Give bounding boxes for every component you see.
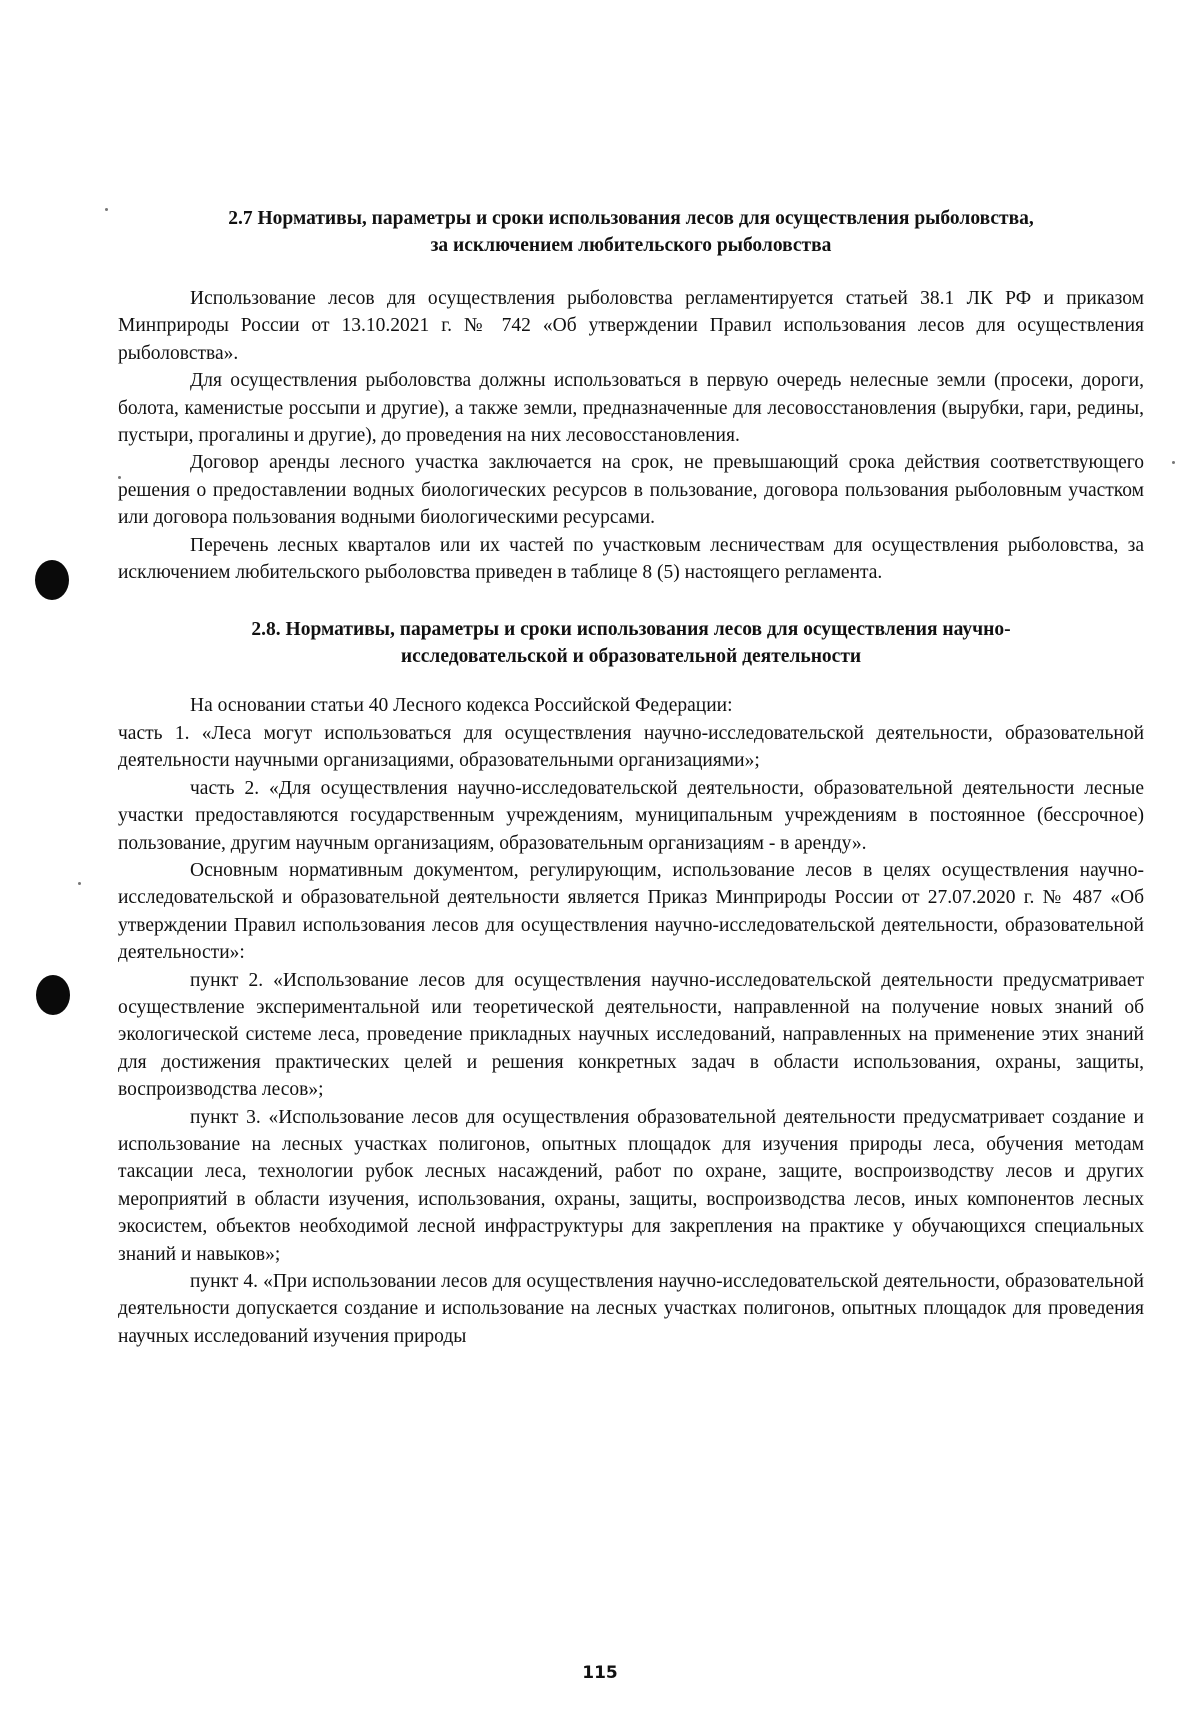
document-body [118, 205, 1144, 1350]
punch-hole-top [35, 560, 69, 600]
section-2-8-item-2: пункт 2. «Использование лесов для осуществления научно-исследовательской деятельности предусматривает осуществление экспериментальной или теоретической деятельности, направленной на получение новых знаний об экологической системе леса, проведение прикладных научных исследований, направленных на применение этих знаний для достижения практических целей и решения конкретных задач в области использования, охраны, защиты, воспроизводства лесов»; [118, 969, 1144, 1101]
section-2-7-paragraph-1: Использование лесов для осуществления рыболовства регламентируется статьей 38.1 ЛК РФ и приказом Минприроды России от 13.10.2021 г. № 742 «Об утверждении Правил использования лесов для осуществления рыболовства». [118, 288, 1144, 364]
section-2-8-title-line-1: 2.8. Нормативы, параметры и сроки использования лесов для осуществления научно- [251, 619, 1011, 641]
section-2-8-title [118, 616, 1144, 670]
section-2-7-title [118, 205, 1144, 259]
section-2-8-title-line-2: исследовательской и образовательной деятельности [400, 646, 862, 668]
punch-hole-bottom [36, 975, 70, 1015]
section-2-7-title-line-2: за исключением любительского рыболовства [430, 235, 832, 256]
section-2-8-part-2: часть 2. «Для осуществления научно-исследовательской деятельности, образовательной деятельности лесные участки предоставляются государственным учреждениям, муниципальным учреждениям в постоянное (бессрочное) пользование, другим научным организациям, образовательным организациям - в аренду». [118, 777, 1144, 854]
scan-speck [1172, 461, 1175, 464]
section-2-8-item-4: пункт 4. «При использовании лесов для осуществления научно-исследовательской деятельности, образовательной деятельности допускается создание и использование на лесных участках полигонов, опытных площадок для проведения научных исследований изучения природы [118, 1271, 1144, 1347]
scan-speck [105, 208, 108, 211]
section-2-8-intro: На основании статьи 40 Лесного кодекса Российской Федерации: [190, 695, 733, 717]
section-2-7-paragraph-3: Договор аренды лесного участка заключается на срок, не превышающий срока действия соответствующего решения о предоставлении водных биологических ресурсов в пользование, договора пользования рыболовным участком или договора пользования водными биологическими ресурсами. [118, 452, 1144, 529]
section-2-8-part-1: часть 1. «Леса могут использоваться для осуществления научно-исследовательской деятельности, образовательной деятельности научными организациями, образовательными организациями»; [118, 722, 1144, 772]
section-2-7-paragraph-4: Перечень лесных кварталов или их частей по участковым лесничествам для осуществления рыболовства, за исключением любительского рыболовства приведен в таблице 8 (5) настоящего регламента. [118, 534, 1144, 584]
section-2-7-paragraph-2: Для осуществления рыболовства должны использоваться в первую очередь нелесные земли (просеки, дороги, болота, каменистые россыпи и другие), а также земли, предназначенные для лесовосстановления (вырубки, гари, редины, пустыри, прогалины и другие), до проведения на них лесовосстановления. [118, 370, 1144, 447]
scan-speck [78, 882, 81, 885]
section-2-7-title-line-1: 2.7 Нормативы, параметры и сроки использования лесов для осуществления рыболовства, [228, 208, 1034, 229]
section-2-8-item-3: пункт 3. «Использование лесов для осуществления образовательной деятельности предусматривает создание и использование на лесных участках полигонов, опытных площадок для изучения природы леса, обучения методам таксации леса, технологии рубок лесных насаждений, работ по охране, защите, воспроизводству лесов и других мероприятий в области изучения, использования, охраны, защиты, воспроизводства лесов, иных компонентов лесных экосистем, объектов необходимой лесной инфраструктуры для закрепления на практике у обучающихся специальных знаний и навыков»; [118, 1106, 1144, 1265]
page-number: 115 [582, 1663, 618, 1683]
section-2-8-main-document: Основным нормативным документом, регулирующим, использование лесов в целях осуществления научно-исследовательской и образовательной деятельности является Приказ Минприроды России от 27.07.2020 г. № 487 «Об утверждении Правил использования лесов для осуществления научно-исследовательской деятельности, образовательной деятельности»: [118, 859, 1144, 964]
